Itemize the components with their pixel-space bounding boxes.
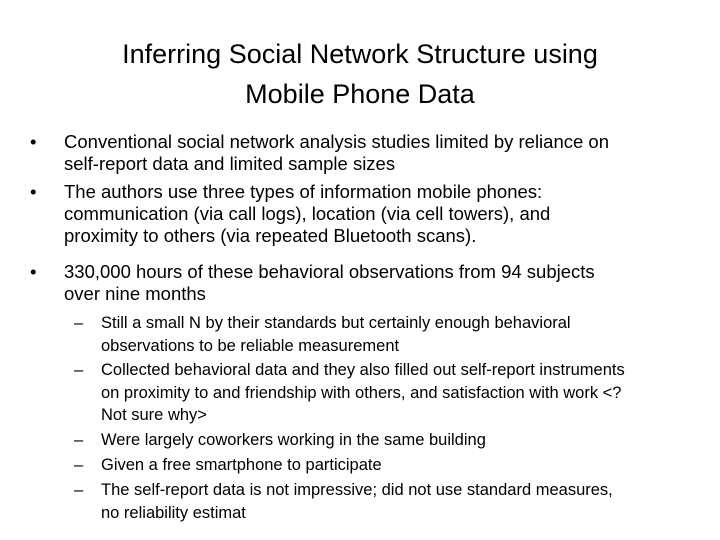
- bullet-marker: •: [30, 261, 37, 282]
- sub-bullet-item: [74, 429, 714, 452]
- bullet-marker: •: [30, 131, 37, 152]
- sub-bullet-text: The self-report data is not impressive; did not use standard measures, no reliability estimat: [101, 481, 613, 522]
- slide-title: Inferring Social Network Structure using Mobile Phone Data: [122, 39, 598, 109]
- dash-marker: –: [74, 431, 84, 449]
- bullet-item: [30, 181, 700, 247]
- bullet-text: Conventional social network analysis studies limited by reliance on self-report data and limited sample sizes: [64, 131, 610, 174]
- bullet-item: [30, 131, 700, 175]
- bullet-text: 330,000 hours of these behavioral observations from 94 subjects over nine months: [64, 261, 595, 304]
- sub-bullet-item: [74, 479, 714, 524]
- sub-bullet-item: [74, 454, 714, 477]
- bullet-text: The authors use three types of information mobile phones: communication (via call logs), location (via cell towers), and proximity to others (via repeated Bluetooth scans).: [64, 181, 551, 246]
- sub-bullet-text: Still a small N by their standards but certainly enough behavioral observations to be reliable measurement: [101, 314, 571, 355]
- bullet-marker: •: [30, 181, 37, 202]
- sub-bullet-item: [74, 359, 714, 427]
- sub-bullet-text: Given a free smartphone to participate: [101, 456, 382, 474]
- dash-marker: –: [74, 481, 84, 499]
- dash-marker: –: [74, 314, 84, 332]
- sub-bullet-item: [74, 312, 714, 357]
- sub-bullet-text: Collected behavioral data and they also filled out self-report instruments on proximity to and friendship with others, and satisfaction with work <? Not sure why>: [101, 361, 625, 424]
- bullet-item: [30, 261, 700, 305]
- dash-marker: –: [74, 361, 84, 379]
- sub-bullet-text: Were largely coworkers working in the same building: [101, 431, 486, 449]
- dash-marker: –: [74, 456, 84, 474]
